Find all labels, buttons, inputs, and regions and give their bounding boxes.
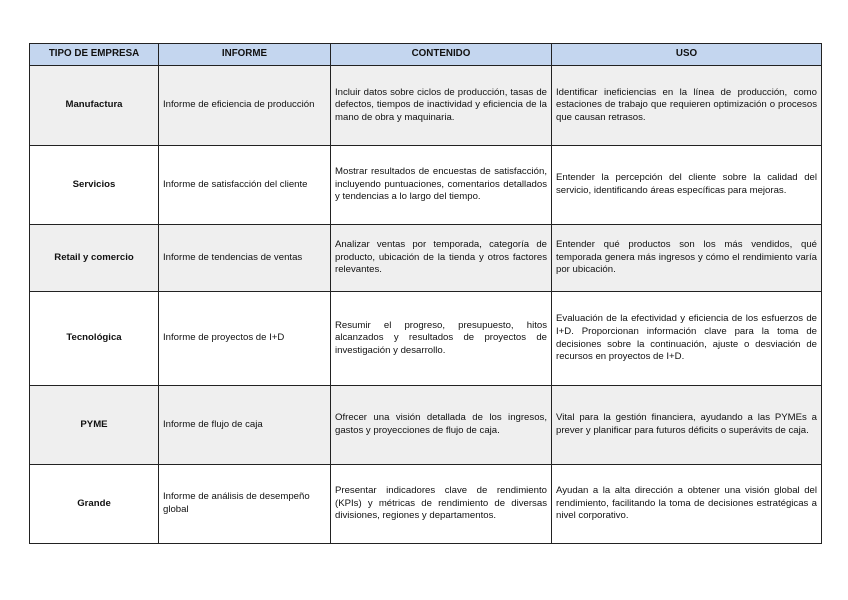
content-cell: Analizar ventas por temporada, categoría de producto, ubicación de la tienda y otros factores relevantes.	[331, 225, 552, 292]
use-cell: Ayudan a la alta dirección a obtener una visión global del rendimiento, facilitando la toma de decisiones estratégicas a nivel corporativo.	[552, 465, 822, 544]
report-name-cell: Informe de eficiencia de producción	[159, 66, 331, 146]
report-name-cell: Informe de proyectos de I+D	[159, 292, 331, 386]
company-type-cell: Tecnológica	[30, 292, 159, 386]
table-row	[30, 386, 822, 465]
company-type-cell: Manufactura	[30, 66, 159, 146]
report-name-cell: Informe de flujo de caja	[159, 386, 331, 465]
business-reports-table	[29, 43, 822, 544]
report-name-cell: Informe de tendencias de ventas	[159, 225, 331, 292]
table-row	[30, 66, 822, 146]
company-type-cell: PYME	[30, 386, 159, 465]
report-name-cell: Informe de satisfacción del cliente	[159, 146, 331, 225]
table-row	[30, 225, 822, 292]
header-tipo-de-empresa: TIPO DE EMPRESA	[30, 44, 159, 66]
company-type-cell: Servicios	[30, 146, 159, 225]
use-cell: Identificar ineficiencias en la línea de producción, como estaciones de trabajo que requieren optimización o procesos que causan retrasos.	[552, 66, 822, 146]
content-cell: Incluir datos sobre ciclos de producción, tasas de defectos, tiempos de inactividad y eficiencia de la mano de obra y maquinaria.	[331, 66, 552, 146]
table-row	[30, 146, 822, 225]
report-name-cell: Informe de análisis de desempeño global	[159, 465, 331, 544]
header-informe: INFORME	[159, 44, 331, 66]
use-cell: Entender la percepción del cliente sobre la calidad del servicio, identificando áreas específicas para mejoras.	[552, 146, 822, 225]
content-cell: Mostrar resultados de encuestas de satisfacción, incluyendo puntuaciones, comentarios detallados y tendencias a lo largo del tiempo.	[331, 146, 552, 225]
content-cell: Resumir el progreso, presupuesto, hitos alcanzados y resultados de proyectos de investigación y desarrollo.	[331, 292, 552, 386]
content-cell: Presentar indicadores clave de rendimiento (KPIs) y métricas de rendimiento de diversas divisiones, regiones y departamentos.	[331, 465, 552, 544]
header-uso: USO	[552, 44, 822, 66]
use-cell: Evaluación de la efectividad y eficiencia de los esfuerzos de I+D. Proporcionan información clave para la toma de decisiones sobre la continuación, ajuste o desviación de recursos en proyectos de I+D.	[552, 292, 822, 386]
content-cell: Ofrecer una visión detallada de los ingresos, gastos y proyecciones de flujo de caja.	[331, 386, 552, 465]
use-cell: Entender qué productos son los más vendidos, qué temporada genera más ingresos y cómo el rendimiento varía por ubicación.	[552, 225, 822, 292]
header-contenido: CONTENIDO	[331, 44, 552, 66]
table-header-row	[30, 44, 822, 66]
table-row	[30, 465, 822, 544]
use-cell: Vital para la gestión financiera, ayudando a las PYMEs a prever y planificar para futuros déficits o superávits de caja.	[552, 386, 822, 465]
table-row	[30, 292, 822, 386]
company-type-cell: Retail y comercio	[30, 225, 159, 292]
company-type-cell: Grande	[30, 465, 159, 544]
